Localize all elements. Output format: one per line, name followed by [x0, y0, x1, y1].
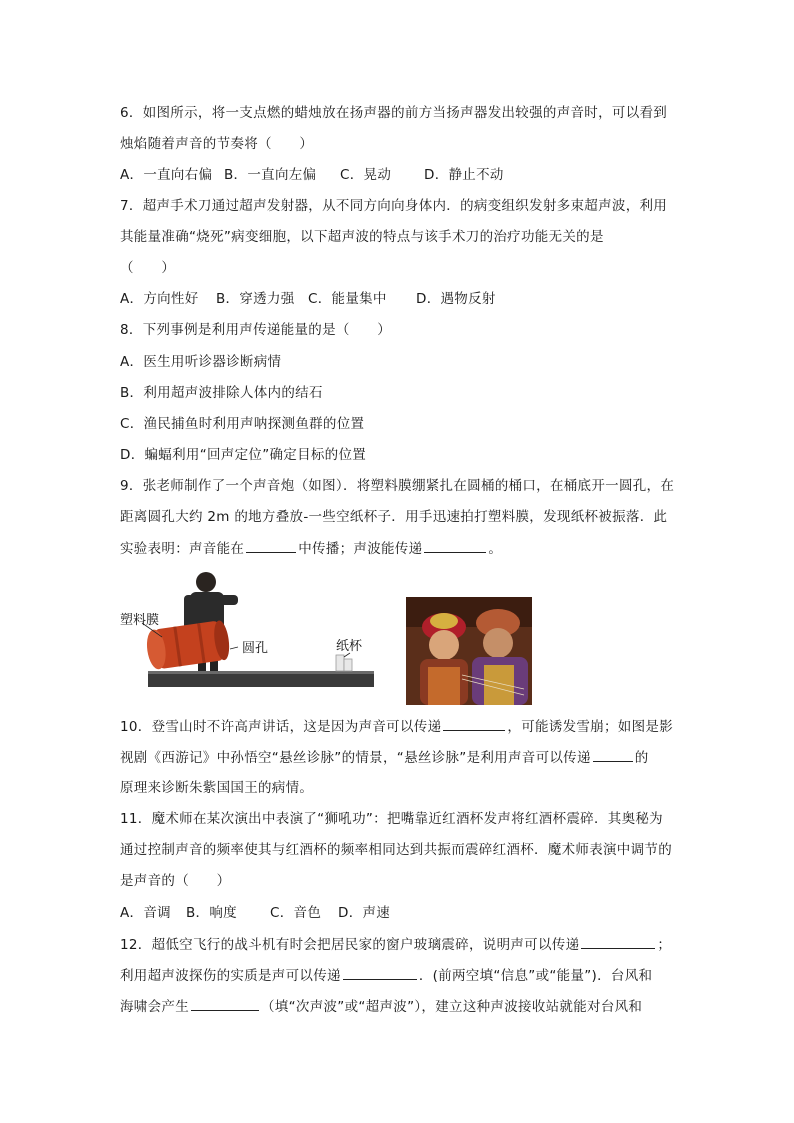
q11-stem-line3: 是声音的（ ） — [120, 873, 231, 889]
q7-option-a: A．方向性好 — [120, 291, 199, 307]
q6-option-a: A．一直向右偏 — [120, 167, 213, 183]
q10-stem-line3: 原理来诊断朱紫国国王的病情。 — [120, 780, 314, 796]
q9-stem-line1: 9．张老师制作了一个声音炮（如图）．将塑料膜绷紧扎在圆桶的桶口，在桶底开一圆孔，在 — [120, 478, 675, 494]
q8-option-a: A．医生用听诊器诊断病情 — [120, 354, 282, 370]
q9-blank-2[interactable] — [424, 538, 486, 553]
q12-stem-line3: 海啸会产生 （填“次声波”或“超声波”），建立这种声波接收站就能对台风和 — [120, 996, 642, 1017]
q11-stem-line2: 通过控制声音的频率使其与红酒杯的频率相同达到共振而震碎红酒杯．魔术师表演中调节的 — [120, 842, 672, 858]
q10-blank-1[interactable] — [443, 716, 505, 731]
q6-stem-line2: 烛焰随着声音的节奏将（ ） — [120, 136, 314, 152]
q12-blank-2[interactable] — [343, 965, 417, 980]
q11-option-a: A．音调 — [120, 905, 171, 921]
q9-stem-line2: 距离圆孔大约 2m 的地方叠放-一些空纸杯子．用手迅速拍打塑料膜，发现纸杯被振落．此 — [120, 509, 668, 525]
q9-stem-line3: 实验表明：声音能在 中传播；声波能传递 。 — [120, 538, 502, 559]
journey-west-photo — [406, 597, 532, 705]
q10-stem-line1: 10．登雪山时不许高声讲话，这是因为声音可以传递 ，可能诱发雪崩；如图是影 — [120, 716, 673, 737]
q8-option-d: D．蝙蝠利用“回声定位”确定目标的位置 — [120, 447, 367, 463]
q7-options — [120, 289, 496, 309]
q6-stem-line1: 6．如图所示，将一支点燃的蜡烛放在扬声器的前方当扬声器发出较强的声音时，可以看到 — [120, 105, 668, 121]
q6-options — [120, 165, 504, 185]
sound-cannon-illustration — [118, 565, 380, 695]
sound-cannon-figure — [118, 565, 380, 695]
q7-stem-line2: 其能量准确“烧死”病变细胞，以下超声波的特点与该手术刀的治疗功能无关的是 — [120, 229, 604, 245]
q8-stem: 8．下列事例是利用声传递能量的是（ ） — [120, 322, 392, 338]
q11-options — [120, 903, 390, 923]
q7-option-b: B．穿透力强 — [216, 291, 295, 307]
q10-blank-2[interactable] — [593, 747, 633, 762]
q7-option-c: C．能量集中 — [308, 291, 387, 307]
q8-option-c: C．渔民捕鱼时利用声呐探测鱼群的位置 — [120, 416, 365, 432]
q8-option-b: B．利用超声波排除人体内的结石 — [120, 385, 323, 401]
label-hole: 圆孔 — [242, 641, 269, 656]
pulse-diagnosis-image — [406, 597, 532, 705]
q7-stem-line3: （ ） — [120, 260, 176, 276]
q7-stem-line1: 7．超声手术刀通过超声发射器，从不同方向向身体内．的病变组织发射多束超声波，利用 — [120, 198, 668, 214]
q12-blank-3[interactable] — [191, 996, 259, 1011]
q6-option-b: B．一直向左偏 — [224, 167, 317, 183]
label-membrane: 塑料膜 — [120, 613, 160, 628]
q12-stem-line2: 利用超声波探伤的实质是声可以传递 ．(前两空填“信息”或“能量”)．台风和 — [120, 965, 652, 986]
label-cup: 纸杯 — [336, 639, 363, 654]
q10-stem-line2: 视剧《西游记》中孙悟空“悬丝诊脉”的情景，“悬丝诊脉”是利用声音可以传递 的 — [120, 747, 649, 768]
q12-blank-1[interactable] — [581, 934, 655, 949]
q6-option-d: D．静止不动 — [424, 167, 504, 183]
q9-blank-1[interactable] — [246, 538, 296, 553]
q11-option-c: C．音色 — [270, 905, 322, 921]
q7-option-d: D．遇物反射 — [416, 291, 496, 307]
q11-stem-line1: 11．魔术师在某次演出中表演了“狮吼功”：把嘴靠近红酒杯发声将红酒杯震碎．其奥秘为 — [120, 811, 663, 827]
q11-option-d: D．声速 — [338, 905, 391, 921]
q12-stem-line1: 12．超低空飞行的战斗机有时会把居民家的窗户玻璃震碎，说明声可以传递 ； — [120, 934, 671, 955]
q6-option-c: C．晃动 — [340, 167, 392, 183]
q11-option-b: B．响度 — [186, 905, 237, 921]
